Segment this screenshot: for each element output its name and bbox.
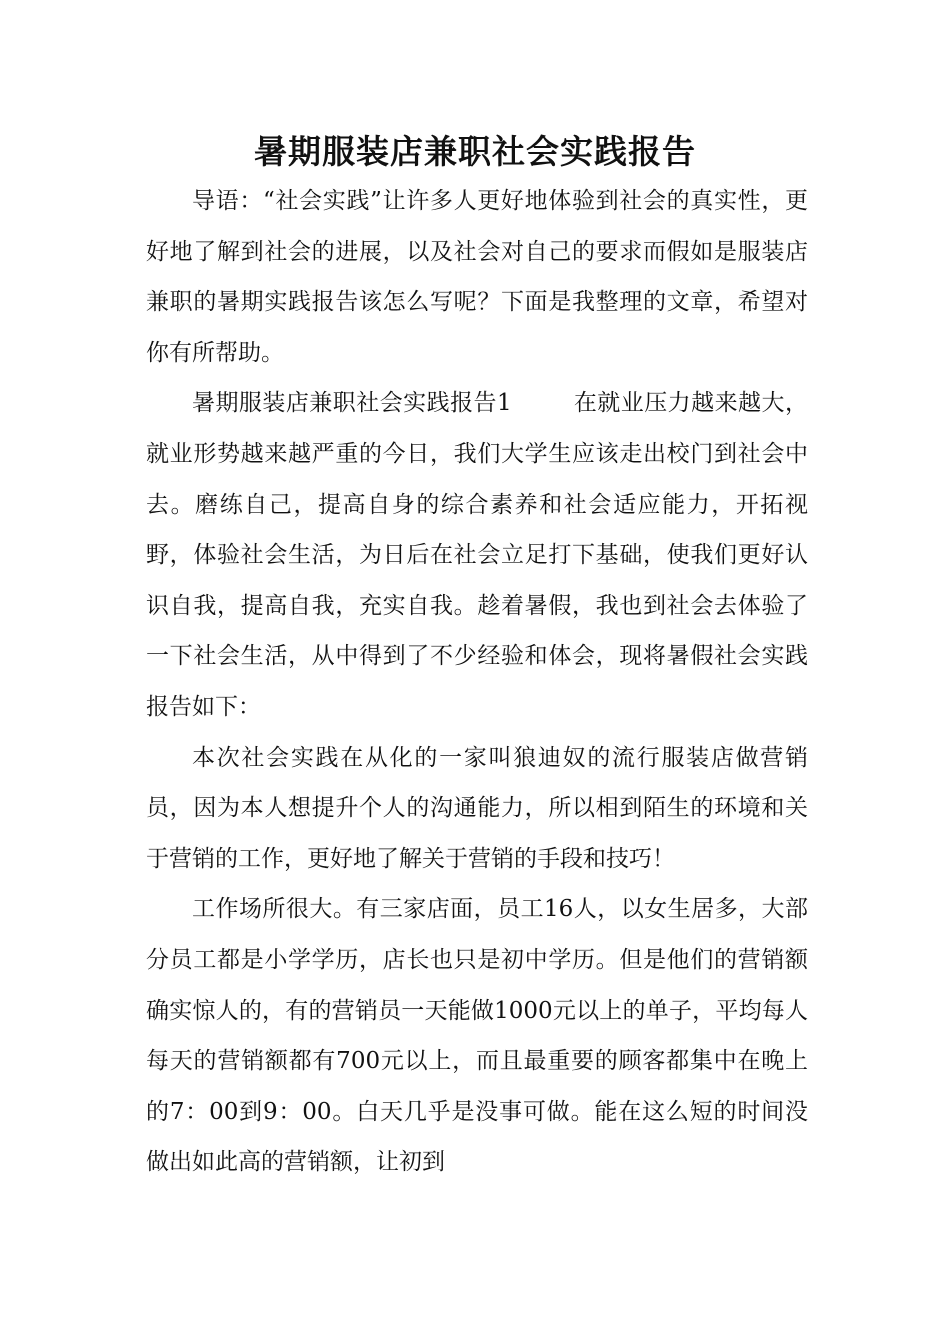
document-title: 暑期服装店兼职社会实践报告 (254, 132, 696, 171)
body-paragraph: 本次社会实践在从化的一家叫狼迪奴的流行服装店做营销员，因为本人想提升个人的沟通能力，所以相到陌生的环境和关于营销的工作，更好地了解关于营销的手段和技巧！ (146, 744, 808, 872)
section-paragraph (146, 378, 808, 732)
intro-paragraph: 导语：“社会实践”让许多人更好地体验到社会的真实性，更好地了解到社会的进展，以及社会对自己的要求而假如是服装店兼职的暑期实践报告该怎么写呢？下面是我整理的文章，希望对你有所帮助。 (146, 188, 808, 366)
document-body (146, 176, 808, 1188)
section-heading: 暑期服装店兼职社会实践报告1 (192, 390, 512, 417)
body-paragraph: 工作场所很大。有三家店面，员工16人，以女生居多，大部分员工都是小学学历，店长也只是初中学历。但是他们的营销额确实惊人的，有的营销员一天能做1000元以上的单子，平均每人每天的营销额都有700元以上，而且最重要的顾客都集中在晚上的7：00到9：00。白天几乎是没事可做。能在这么短的时间没做出如此高的营销额，让初到 (146, 896, 808, 1176)
section-text: 在就业压力越来越大，就业形势越来越严重的今日，我们大学生应该走出校门到社会中去。磨练自己，提高自身的综合素养和社会适应能力，开拓视野，体验社会生活，为日后在社会立足打下基础，使我们更好认识自我，提高自我，充实自我。趁着暑假，我也到社会去体验了一下社会生活，从中得到了不少经验和体会，现将暑假社会实践报告如下： (146, 390, 808, 720)
